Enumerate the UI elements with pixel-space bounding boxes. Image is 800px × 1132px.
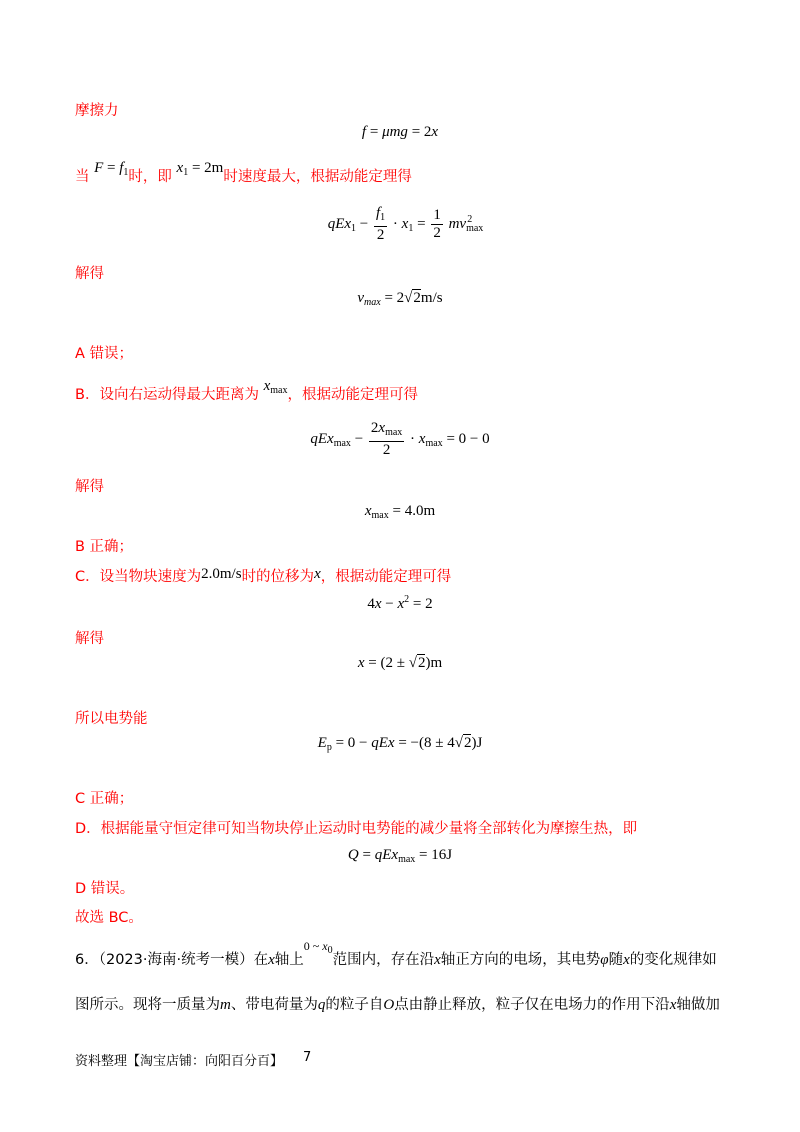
line-max-speed-condition: 当 $F = f_1$时，即 $x_1 = 2m$时速度最大，根据动能定理得	[75, 160, 412, 185]
option-b-setup: B．设向右运动得最大距离为 $x_{max}$，根据动能定理可得	[75, 378, 418, 403]
option-c-setup: C．设当物块速度为2.0m/s时的位移为x，根据动能定理可得	[75, 566, 452, 585]
question-6-line-1: 6．（2023·海南·统考一模）在x轴上$^{0 \sim x_0}$范围内，存在沿x轴正方向的电场，其电势φ随x的变化规律如	[75, 939, 717, 968]
equation-heat: Q = qEx$_{max}$ = 16J	[347, 847, 453, 865]
equation-vmax: $v_{max} = 2√2m/s$	[357, 290, 443, 308]
solve-label-2: 解得	[75, 479, 104, 495]
equation-xmax: $x_{max} = 4.0m$	[364, 503, 436, 521]
equation-displacement: $4x - x^2 = 2$	[367, 594, 433, 612]
page-number: 7	[303, 1050, 312, 1065]
option-b-result: B 正确；	[75, 539, 134, 555]
equation-energy-theorem-2: qEx$_{max}$ − $\frac{2x_{max}}{2}$ · $x_{max} = 0 - 0$	[310, 420, 490, 458]
question-6-line-2: 图所示。现将一质量为m、带电荷量为q的粒子自O点由静止释放，粒子仅在电场力的作用下沿x轴做加	[75, 997, 720, 1013]
answer-choice: 故选 BC。	[75, 910, 143, 926]
option-a-result: A 错误；	[75, 346, 134, 362]
equation-energy-theorem-1: qEx$_1$ − $\frac{f_1}{2}$ · $x_1$ = $\frac{1}{2}$ $mv_{max}^2$	[327, 205, 484, 243]
option-d-text: D．根据能量守恒定律可知当物块停止运动时电势能的减少量将全部转化为摩擦生热，即	[75, 821, 638, 837]
footer-source: 资料整理【淘宝店铺：向阳百分百】	[75, 1054, 284, 1069]
equation-friction: f = μmg = 2x	[361, 124, 439, 140]
potential-energy-label: 所以电势能	[75, 711, 148, 727]
solve-label-3: 解得	[75, 631, 104, 647]
option-c-result: C 正确；	[75, 791, 134, 807]
solve-label-1: 解得	[75, 266, 104, 282]
friction-label: 摩擦力	[75, 103, 119, 119]
equation-x-solution: x = (2 ± √2)m	[357, 655, 443, 671]
equation-potential-energy: $E_p = 0$ − qEx = −(8 ± 4√2)J	[317, 735, 483, 753]
option-d-result: D 错误。	[75, 881, 135, 897]
